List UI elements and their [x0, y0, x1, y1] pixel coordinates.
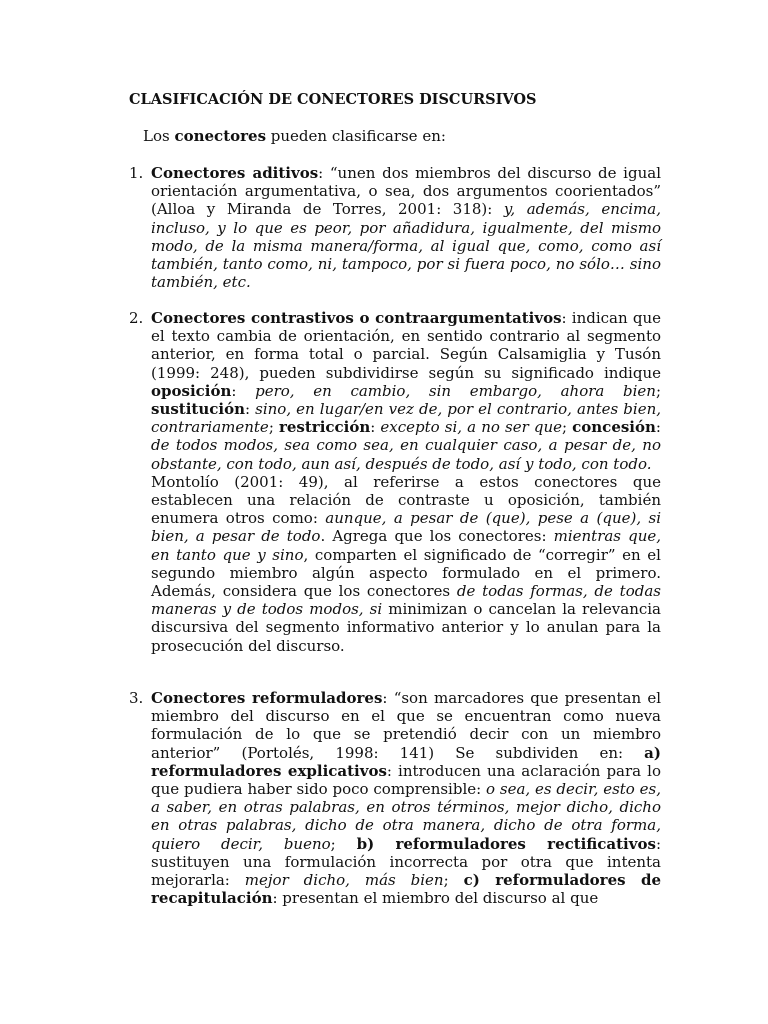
- examples-italic: sino, en lugar/en vez de, por el contrario, antes bien, contrariamente: [151, 400, 661, 437]
- text: ;: [268, 418, 279, 437]
- term-bold: restricción: [278, 418, 371, 437]
- list-item-reformuladores: [129, 689, 661, 907]
- text: , comparten el significado de “corregir” en el segundo miembro algún aspecto formulado en el primero. Además, considera que los conectores: [151, 545, 661, 601]
- list-number: 3.: [129, 689, 144, 707]
- text: : “son marcadores que presentan el miembro del discurso en el que se encuentran como nueva formulación de lo que se pretendió decir con un miembro anterior” (Portolés, 1998: 141) Se subdividen en:: [151, 689, 662, 762]
- examples-italic: o sea, es decir, esto es, a saber, en otras palabras, en otros términos, mejor dicho, dicho en otras palabras, dicho de otra manera, dicho de otra forma, quiero decir, bueno: [151, 780, 661, 853]
- examples-italic: pero, en cambio, sin embargo, ahora bien: [255, 381, 656, 400]
- list-item-body: [151, 689, 661, 907]
- term-bold: c) reformuladores de recapitulación: [151, 871, 661, 908]
- paragraph: [151, 473, 661, 655]
- text: : sustituyen una formulación incorrecta por otra que intenta mejorarla:: [151, 834, 661, 890]
- intro-pre: Los: [143, 127, 175, 145]
- examples-italic: mejor dicho, más bien: [244, 871, 444, 890]
- text: . Agrega que los conectores:: [320, 527, 554, 546]
- list-number: 1.: [129, 164, 144, 182]
- text: : presentan el miembro del discurso al que: [272, 889, 599, 908]
- text: :: [655, 418, 661, 437]
- text: : indican que el texto cambia de orientación, en sentido contrario al segmento anterior, en forma total o parcial. Según Calsamiglia y Tusón (1999: 248), pueden subdividirse según su significado indique: [151, 309, 661, 382]
- examples-italic: excepto si, a no ser que: [380, 418, 562, 437]
- examples-italic: mientras que, en tanto que y sino: [151, 527, 662, 564]
- examples-italic: de todos modos, sea como sea, en cualquier caso, a pesar de, no obstante, con todo, aun así, después de todo, así y todo, con todo.: [151, 436, 661, 473]
- term-bold: Conectores reformuladores: [151, 689, 383, 707]
- examples-italic: aunque, a pesar de (que), pese a (que), si bien, a pesar de todo: [151, 509, 661, 546]
- examples-italic: de todas formas, de todas maneras y de todos modos, si: [151, 582, 661, 619]
- term-bold: concesión: [572, 418, 656, 437]
- examples-italic: y, además, encima, incluso, y lo que es peor, por añadidura, igualmente, del mismo modo, de la misma manera/forma, al igual que, como, como así también, tanto como, ni, tampoco, por si fuera poco, no sólo… sino también, etc.: [151, 200, 661, 292]
- text: : “unen dos miembros del discurso de igual orientación argumentativa, o sea, dos argumentos coorientados” (Alloa y Miranda de Torres, 2001: 318):: [151, 164, 661, 219]
- paragraph: [151, 689, 661, 907]
- list-item-aditivos: [129, 164, 661, 291]
- paragraph: [151, 309, 661, 473]
- text: : introducen una aclaración para lo que pudiera haber sido poco comprensible:: [151, 761, 661, 799]
- intro-paragraph: [143, 127, 446, 145]
- text: ;: [443, 871, 464, 890]
- list-number: 2.: [129, 309, 144, 327]
- list-item-body: [151, 164, 661, 291]
- list-item-contrastivos: [129, 309, 661, 655]
- text: ;: [330, 834, 357, 853]
- term-bold: a) reformuladores explicativos: [151, 743, 661, 780]
- intro-bold: conectores: [174, 127, 267, 145]
- term-bold: b) reformuladores rectificativos: [356, 834, 656, 853]
- text: :: [231, 381, 256, 400]
- text: minimizan o cancelan la relevancia discursiva del segmento informativo anterior y lo anulan para la prosecución del discurso.: [151, 600, 661, 655]
- term-bold: Conectores contrastivos o contraargumentativos: [151, 309, 562, 327]
- text: ;: [561, 418, 573, 437]
- intro-post: pueden clasificarse en:: [266, 127, 446, 145]
- term-bold: sustitución: [151, 400, 245, 419]
- text: ;: [655, 381, 662, 400]
- text: :: [245, 400, 256, 419]
- list-item-body: [151, 309, 661, 655]
- text: Montolío (2001: 49), al referirse a estos conectores que establecen una relación de contraste u oposición, también enumera otros como:: [151, 472, 661, 528]
- document-title: CLASIFICACIÓN DE CONECTORES DISCURSIVOS: [129, 91, 537, 108]
- term-bold: oposición: [151, 381, 232, 400]
- text: :: [370, 418, 381, 437]
- term-bold: Conectores aditivos: [151, 164, 319, 182]
- paragraph: [151, 164, 661, 291]
